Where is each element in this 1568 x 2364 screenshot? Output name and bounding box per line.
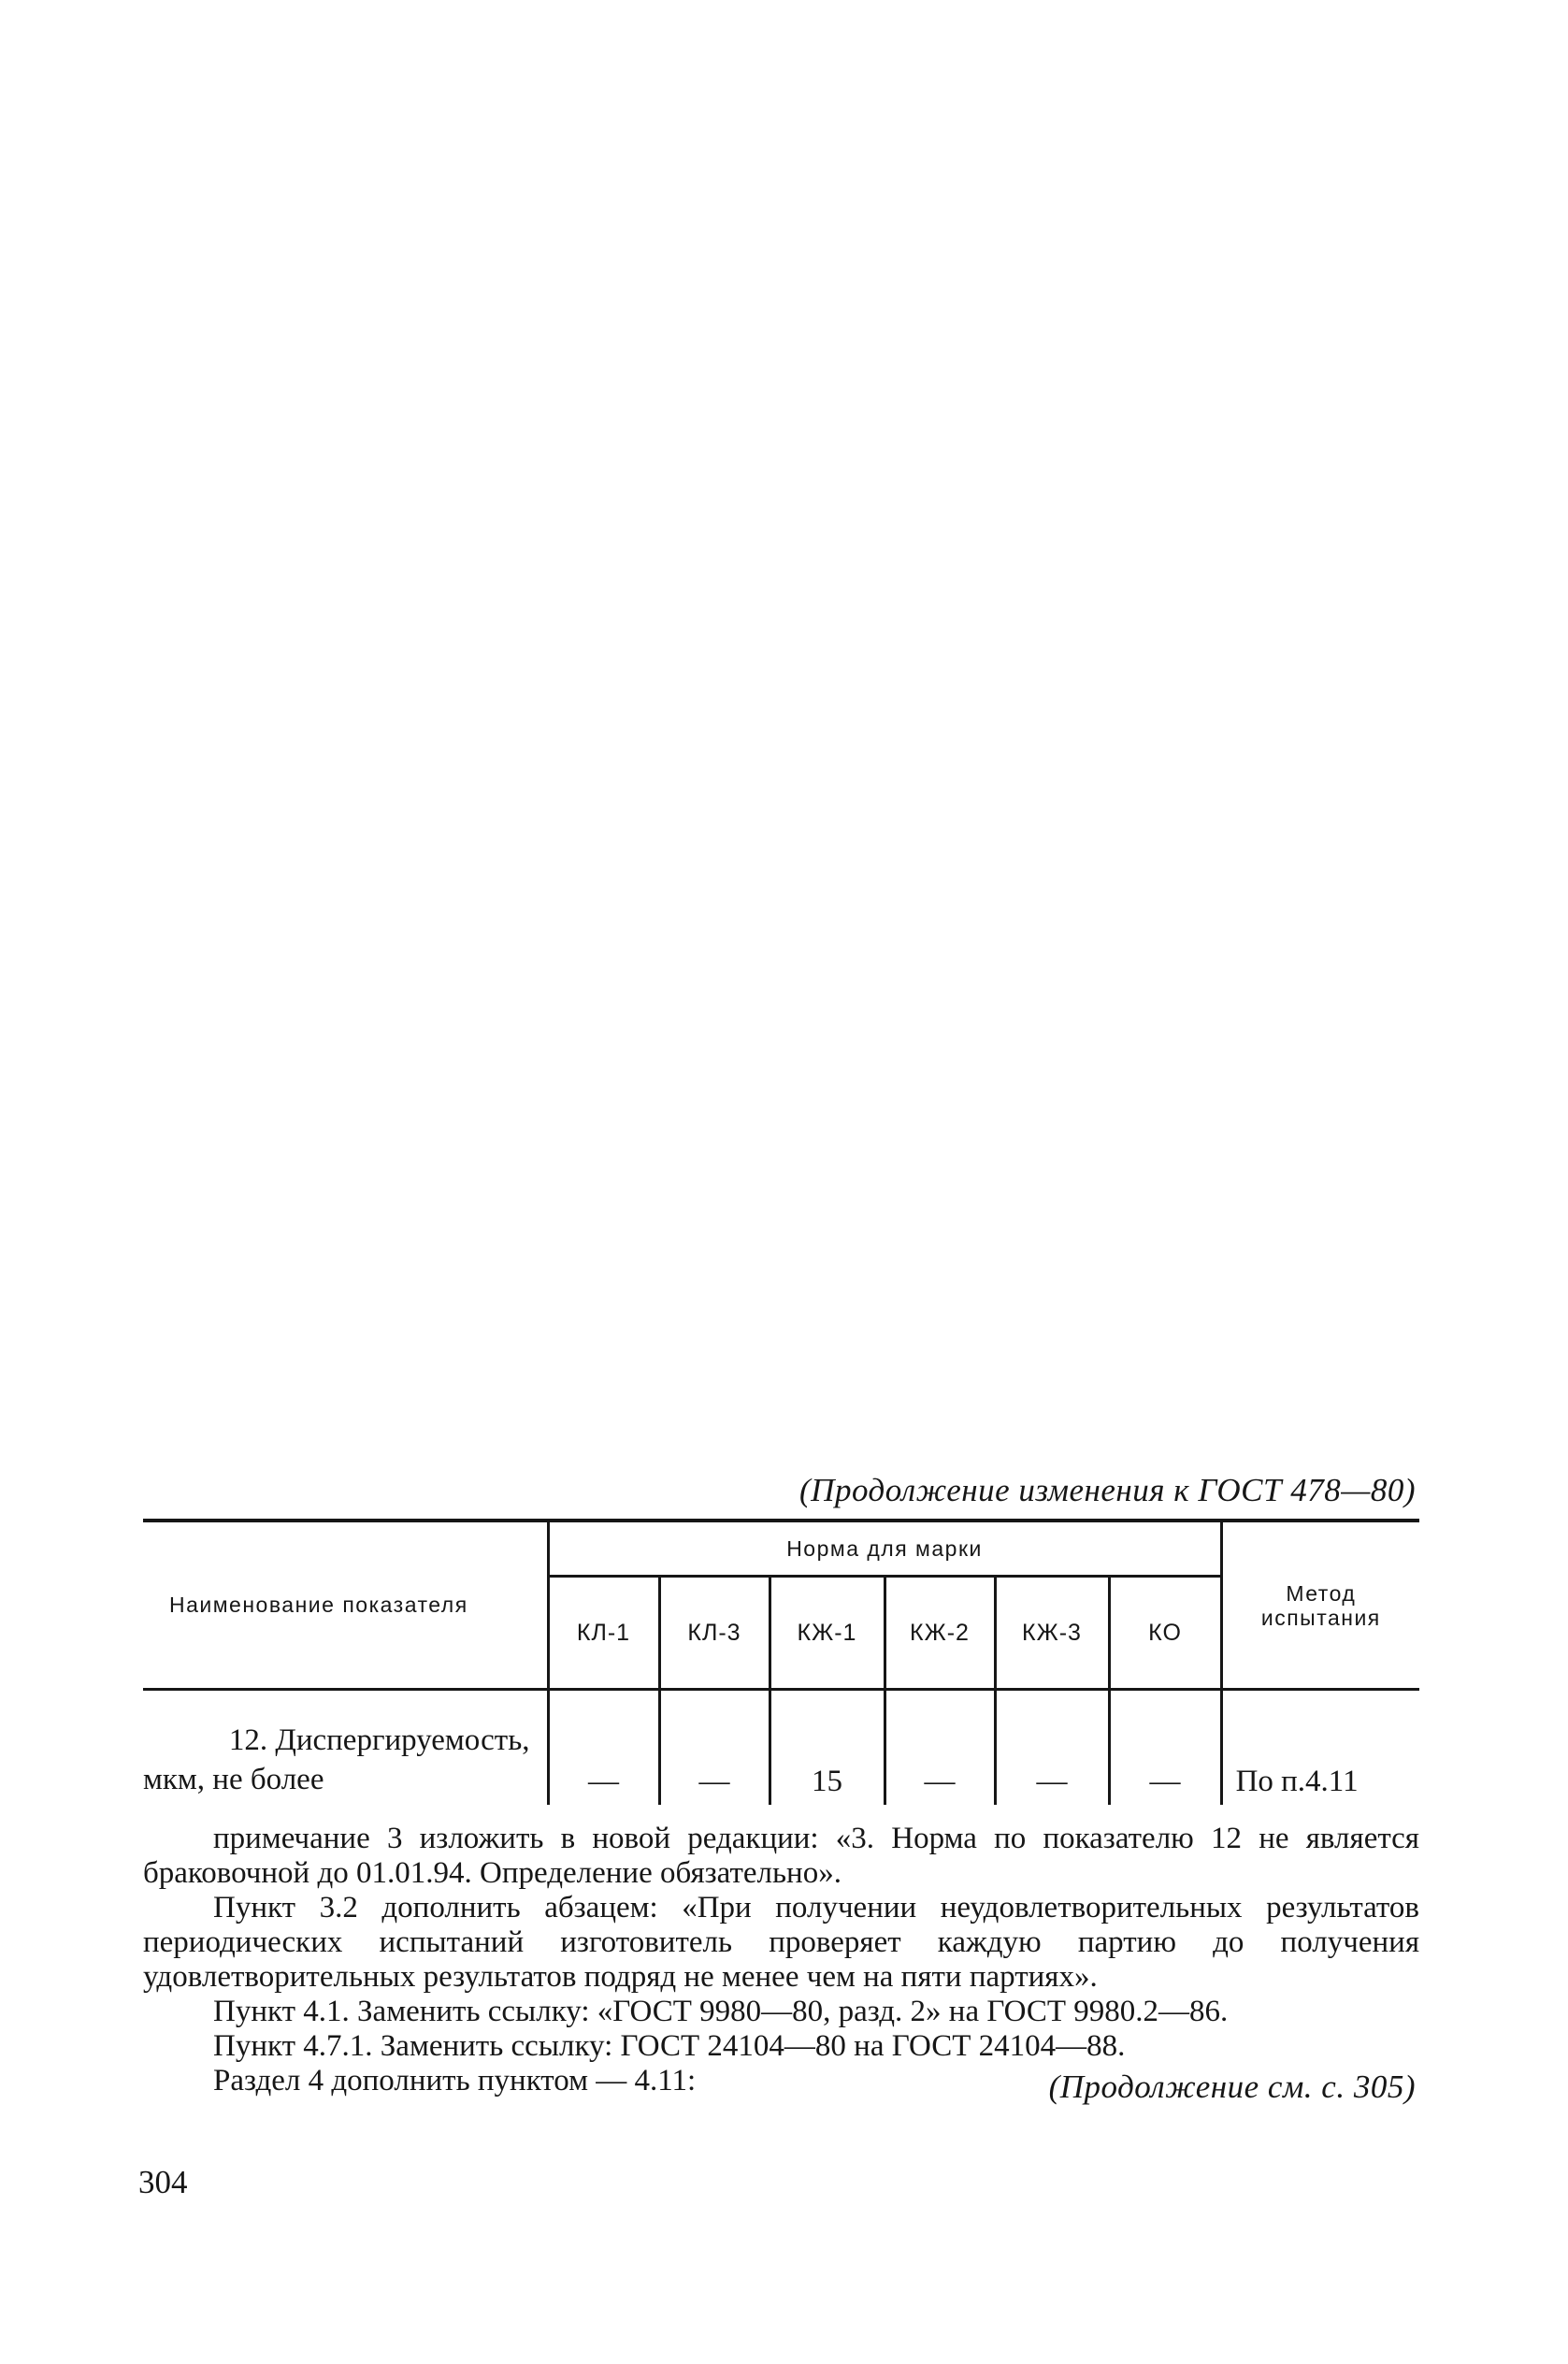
continuation-header: (Продолжение изменения к ГОСТ 478—80): [799, 1472, 1416, 1508]
body-text: [143, 1822, 1419, 2098]
grade-value-cell: 15: [770, 1690, 885, 1806]
specification-table: [143, 1519, 1419, 1805]
column-header-grade: КЖ-2: [885, 1577, 995, 1690]
indicator-name-line: 12. Диспергируемость,: [228, 1723, 530, 1757]
table-row: [143, 1690, 1419, 1806]
paragraph-clause-4-7-1: Пункт 4.7.1. Заменить ссылку: ГОСТ 24104—80 на ГОСТ 24104—88.: [213, 2029, 1126, 2063]
grade-value-cell: —: [548, 1690, 659, 1806]
column-header-grade: КЖ-3: [995, 1577, 1109, 1690]
method-cell: По п.4.11: [1221, 1690, 1419, 1806]
grade-value-cell: —: [885, 1690, 995, 1806]
column-header-grade: КЛ-3: [659, 1577, 770, 1690]
column-group-header-norm: Норма для марки: [548, 1521, 1221, 1577]
page-number: 304: [138, 2164, 188, 2200]
column-header-grade: КЛ-1: [548, 1577, 659, 1690]
paragraph-section-4: Раздел 4 дополнить пунктом — 4.11:: [213, 2064, 697, 2097]
grade-value-cell: —: [995, 1690, 1109, 1806]
paragraph-note-3: примечание 3 изложить в новой редакции: «3. Норма по показателю 12 не является браковочной до 01.01.94. Определение обязательно».: [143, 1822, 1419, 1890]
paragraph-clause-3-2: Пункт 3.2 дополнить абзацем: «При получении неудовлетворительных результатов периодических испытаний изготовитель проверяет каждую партию до получения удовлетворительных результатов подряд не менее чем на пяти партиях».: [143, 1891, 1419, 1994]
indicator-name-cell: [143, 1690, 548, 1806]
column-header-grade: КО: [1109, 1577, 1221, 1690]
column-header-grade: КЖ-1: [770, 1577, 885, 1690]
continuation-footer: (Продолжение см. с. 305): [1048, 2068, 1416, 2105]
grade-value-cell: —: [1149, 1765, 1181, 1798]
grade-value-cell: —: [659, 1690, 770, 1806]
indicator-name-line: мкм, не более: [143, 1763, 324, 1796]
paragraph-clause-4-1: Пункт 4.1. Заменить ссылку: «ГОСТ 9980—80, разд. 2» на ГОСТ 9980.2—86.: [213, 1995, 1229, 2028]
column-header-method: Метод испытания: [1221, 1521, 1419, 1690]
column-header-indicator: Наименование показателя: [143, 1521, 548, 1690]
